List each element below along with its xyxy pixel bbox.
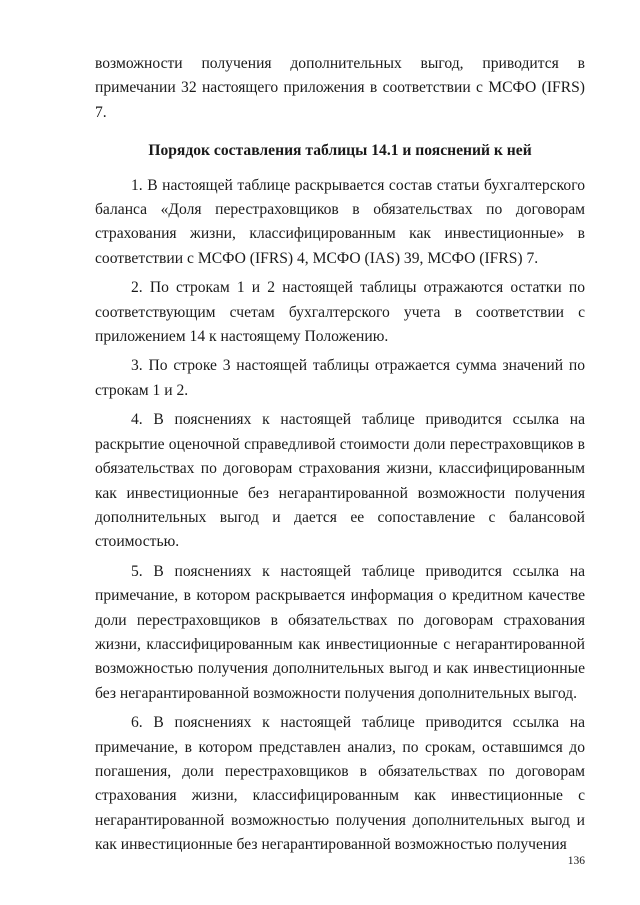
paragraph-3: 3. По строке 3 настоящей таблицы отражается сумма значений по строкам 1 и 2. [95,357,585,399]
paragraph-1: 1. В настоящей таблице раскрывается состав статьи бухгалтерского баланса «Доля перестраховщиков в обязательствах по договорам страхования жизни, классифицированным как инвестиционные» в соответствии с МСФО (IFRS) 4, МСФО (IAS) 39, МСФО (IFRS) 7. [95,176,585,267]
paragraph-5: 5. В пояснениях к настоящей таблице приводится ссылка на примечание, в котором раскрывается информация о кредитном качестве доли перестраховщиков в обязательствах по договорам страхования жизни, классифицированным как инвестиционные с негарантированной возможностью получения дополнительных выгод и как инвестиционные без негарантированной возможности получения дополнительных выгод. [95,562,585,702]
continuation-paragraph: возможности получения дополнительных выгод, приводится в примечании 32 настоящего приложения в соответствии с МСФО (IFRS) 7. [95,55,585,121]
page-number: 136 [567,855,585,867]
section-heading: Порядок составления таблицы 14.1 и пояснений к ней [148,142,532,160]
paragraph-4: 4. В пояснениях к настоящей таблице приводится ссылка на раскрытие оценочной справедливой стоимости доли перестраховщиков в обязательствах по договорам страхования жизни, классифицированным как инвестиционные без негарантированной возможности получения дополнительных выгод и дается ее сопоставление с балансовой стоимостью. [95,411,585,551]
document-body [95,52,585,863]
paragraph-2: 2. По строкам 1 и 2 настоящей таблицы отражаются остатки по соответствующим счетам бухгалтерского учета в соответствии с приложением 14 к настоящему Положению. [95,279,585,346]
paragraph-6: 6. В пояснениях к настоящей таблице приводится ссылка на примечание, в котором представлен анализ, по срокам, оставшимся до погашения, доли перестраховщиков в обязательствах по договорам страхования жизни, классифицированным как инвестиционные с негарантированной возможностью получения дополнительных выгод и как инвестиционные без негарантированной возможностью получения [95,714,585,854]
